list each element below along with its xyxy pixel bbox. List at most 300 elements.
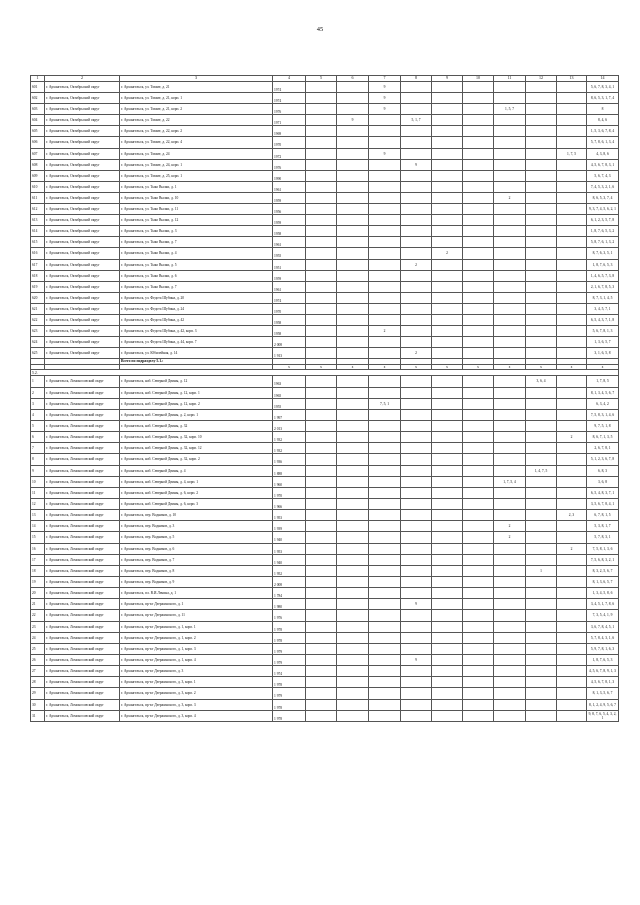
table-row bbox=[31, 115, 619, 126]
col-12-cell bbox=[526, 476, 557, 487]
year-cell: 1974 bbox=[273, 292, 306, 303]
row-number: 23 bbox=[31, 621, 45, 632]
col-14-cell: 7, 5, 8, 1, 3, 6 bbox=[587, 543, 619, 554]
col-11-cell bbox=[494, 421, 526, 432]
district-cell: г. Архангельск, Октябрьский округ bbox=[45, 248, 120, 259]
col-7-cell bbox=[369, 599, 401, 610]
row-number: 28 bbox=[31, 677, 45, 688]
table-row bbox=[31, 632, 619, 643]
col-11-cell bbox=[494, 454, 526, 465]
col-7-cell bbox=[369, 348, 401, 359]
col-9-cell bbox=[432, 421, 463, 432]
year-cell: 1 953 bbox=[273, 510, 306, 521]
col-9-cell bbox=[432, 409, 463, 420]
col-12-cell bbox=[526, 666, 557, 677]
district-cell: г. Архангельск, Октябрьский округ bbox=[45, 170, 120, 181]
col-11-cell bbox=[494, 303, 526, 314]
district-cell: г. Архангельск, Ломоносовский округ bbox=[45, 376, 120, 387]
col-12-cell bbox=[526, 82, 557, 93]
col-5-cell bbox=[306, 82, 337, 93]
col-5-cell bbox=[306, 476, 337, 487]
col-6-cell bbox=[337, 610, 369, 621]
column-number-6: 6 bbox=[337, 76, 369, 82]
col-7-cell bbox=[369, 292, 401, 303]
col-12-cell bbox=[526, 148, 557, 159]
col-12-cell bbox=[526, 387, 557, 398]
year-cell: 1 979 bbox=[273, 643, 306, 654]
table-row bbox=[31, 432, 619, 443]
address-cell: г. Архангельск, пер. Водников, д. 5 bbox=[120, 532, 273, 543]
year-cell: 1961 bbox=[273, 181, 306, 192]
col-11-cell bbox=[494, 204, 526, 215]
col-5-cell bbox=[306, 314, 337, 325]
col-9-cell bbox=[432, 621, 463, 632]
col-5-cell bbox=[306, 137, 337, 148]
year-cell: 1970 bbox=[273, 137, 306, 148]
col-9-cell bbox=[432, 710, 463, 721]
col-6-cell bbox=[337, 521, 369, 532]
col-8-cell bbox=[401, 376, 432, 387]
col-14-cell: 7, 5, 8, 3, 1, 4, 6 bbox=[587, 409, 619, 420]
col-11-cell bbox=[494, 376, 526, 387]
col-5-cell bbox=[306, 270, 337, 281]
col-11-cell bbox=[494, 498, 526, 509]
row-number: 13 bbox=[31, 510, 45, 521]
address-cell: г. Архангельск, ул. Тыко Вылки, д. 10 bbox=[120, 192, 273, 203]
row-number: 11 bbox=[31, 487, 45, 498]
col-14-cell: 8, 6, 7, 1, 3, 5 bbox=[587, 432, 619, 443]
col-11-cell bbox=[494, 654, 526, 665]
col-11-cell: 2 bbox=[494, 521, 526, 532]
row-number: 615 bbox=[31, 237, 45, 248]
row-number: 621 bbox=[31, 303, 45, 314]
col-10-cell bbox=[463, 159, 494, 170]
address-cell: г. Архангельск, наб. Северной Двины, д. 32, корп. 10 bbox=[120, 432, 273, 443]
subtotal-value: x bbox=[432, 365, 463, 370]
col-5-cell bbox=[306, 610, 337, 621]
col-10-cell bbox=[463, 510, 494, 521]
col-10-cell bbox=[463, 93, 494, 104]
col-6-cell bbox=[337, 259, 369, 270]
address-cell: г. Архангельск, пер. Водников, д. 6 bbox=[120, 543, 273, 554]
col-13-cell bbox=[557, 421, 587, 432]
col-13-cell bbox=[557, 498, 587, 509]
col-6-cell bbox=[337, 181, 369, 192]
row-number: 616 bbox=[31, 248, 45, 259]
col-7-cell bbox=[369, 248, 401, 259]
col-13-cell bbox=[557, 588, 587, 599]
col-6-cell bbox=[337, 337, 369, 348]
col-6-cell bbox=[337, 643, 369, 654]
col-12-cell bbox=[526, 104, 557, 115]
year-cell: 1958 bbox=[273, 226, 306, 237]
col-9-cell bbox=[432, 281, 463, 292]
col-11-cell bbox=[494, 159, 526, 170]
col-10-cell bbox=[463, 710, 494, 721]
col-6-cell bbox=[337, 292, 369, 303]
col-14-cell: 9, 8, 7, 6, 5, 4, 3, 2, 1 bbox=[587, 710, 619, 721]
col-12-cell bbox=[526, 643, 557, 654]
col-8-cell bbox=[401, 677, 432, 688]
col-5-cell bbox=[306, 465, 337, 476]
col-12-cell bbox=[526, 259, 557, 270]
col-7-cell bbox=[369, 270, 401, 281]
col-8-cell bbox=[401, 204, 432, 215]
address-cell: г. Архангельск, пр-кт Дзержинского, д. 3, корп. 1 bbox=[120, 677, 273, 688]
year-cell: 1 932 bbox=[273, 432, 306, 443]
col-8-cell bbox=[401, 476, 432, 487]
col-14-cell: 1, 3, 6, 5, 7 bbox=[587, 337, 619, 348]
row-number: 609 bbox=[31, 170, 45, 181]
col-14-cell: 9, 7, 5, 1, 8 bbox=[587, 421, 619, 432]
col-6-cell bbox=[337, 376, 369, 387]
col-7-cell bbox=[369, 510, 401, 521]
year-cell: 1 974 bbox=[273, 666, 306, 677]
col-6-cell bbox=[337, 465, 369, 476]
address-cell: г. Архангельск, ул. Тимме, д. 24, корп. 1 bbox=[120, 159, 273, 170]
address-cell: г. Архангельск, пр-кт Дзержинского, д. 1 bbox=[120, 599, 273, 610]
address-cell: г. Архангельск, ул. Тыко Вылки, д. 5 bbox=[120, 259, 273, 270]
col-8-cell bbox=[401, 292, 432, 303]
subtotal-value: x bbox=[306, 365, 337, 370]
col-7-cell: 9 bbox=[369, 93, 401, 104]
address-cell: г. Архангельск, наб. Северной Двины, д. 4, корп. 1 bbox=[120, 476, 273, 487]
col-10-cell bbox=[463, 226, 494, 237]
col-14-cell: 8, 1, 2, 4, 9, 5, 6, 7 bbox=[587, 699, 619, 710]
col-6-cell bbox=[337, 104, 369, 115]
col-5-cell bbox=[306, 510, 337, 521]
row-number: 20 bbox=[31, 588, 45, 599]
col-11-cell bbox=[494, 348, 526, 359]
col-12-cell bbox=[526, 588, 557, 599]
col-10-cell bbox=[463, 337, 494, 348]
col-5-cell bbox=[306, 710, 337, 721]
row-number: 617 bbox=[31, 259, 45, 270]
col-14-cell: 5, 8, 7, 6, 1, 3, 2 bbox=[587, 237, 619, 248]
col-11-cell bbox=[494, 126, 526, 137]
col-7-cell: 9 bbox=[369, 148, 401, 159]
col-9-cell bbox=[432, 510, 463, 521]
col-9-cell bbox=[432, 387, 463, 398]
col-11-cell: 2 bbox=[494, 192, 526, 203]
col-13-cell bbox=[557, 677, 587, 688]
col-7-cell bbox=[369, 565, 401, 576]
col-12-cell bbox=[526, 710, 557, 721]
col-8-cell bbox=[401, 498, 432, 509]
col-10-cell bbox=[463, 376, 494, 387]
col-7-cell bbox=[369, 181, 401, 192]
col-6-cell bbox=[337, 170, 369, 181]
col-13-cell bbox=[557, 476, 587, 487]
year-cell: 1951 bbox=[273, 259, 306, 270]
address-cell: г. Архангельск, пр-кт Дзержинского, д. 3 bbox=[120, 666, 273, 677]
col-14-cell: 8, 4, 6 bbox=[587, 115, 619, 126]
col-13-cell bbox=[557, 314, 587, 325]
col-11-cell bbox=[494, 215, 526, 226]
table-row bbox=[31, 259, 619, 270]
col-5-cell bbox=[306, 192, 337, 203]
table-row bbox=[31, 654, 619, 665]
col-12-cell bbox=[526, 510, 557, 521]
col-10-cell bbox=[463, 677, 494, 688]
address-cell: г. Архангельск, пр-кт Дзержинского, д. 11 bbox=[120, 610, 273, 621]
col-10-cell bbox=[463, 281, 494, 292]
col-10-cell bbox=[463, 476, 494, 487]
district-cell: г. Архангельск, Ломоносовский округ bbox=[45, 677, 120, 688]
col-6-cell bbox=[337, 226, 369, 237]
col-9-cell bbox=[432, 454, 463, 465]
col-11-cell bbox=[494, 554, 526, 565]
row-number: 622 bbox=[31, 314, 45, 325]
col-11-cell bbox=[494, 632, 526, 643]
district-cell: г. Архангельск, Ломоносовский округ bbox=[45, 432, 120, 443]
address-cell: г. Архангельск, ул. Тимме, д. 21, корп. 2 bbox=[120, 104, 273, 115]
col-10-cell bbox=[463, 192, 494, 203]
col-12-cell bbox=[526, 93, 557, 104]
year-cell: 1955 bbox=[273, 248, 306, 259]
col-8-cell bbox=[401, 215, 432, 226]
row-number: 614 bbox=[31, 226, 45, 237]
col-10-cell bbox=[463, 348, 494, 359]
col-13-cell bbox=[557, 181, 587, 192]
col-8-cell bbox=[401, 521, 432, 532]
col-9-cell bbox=[432, 326, 463, 337]
col-6-cell bbox=[337, 476, 369, 487]
col-6-cell bbox=[337, 192, 369, 203]
col-8-cell bbox=[401, 398, 432, 409]
col-11-cell bbox=[494, 688, 526, 699]
col-10-cell bbox=[463, 137, 494, 148]
col-13-cell bbox=[557, 170, 587, 181]
col-12-cell bbox=[526, 181, 557, 192]
col-10-cell bbox=[463, 82, 494, 93]
col-12-cell bbox=[526, 543, 557, 554]
col-10-cell bbox=[463, 521, 494, 532]
year-cell: 1976 bbox=[273, 159, 306, 170]
col-13-cell bbox=[557, 270, 587, 281]
col-6-cell bbox=[337, 621, 369, 632]
row-number: 14 bbox=[31, 521, 45, 532]
col-7-cell bbox=[369, 314, 401, 325]
district-cell: г. Архангельск, Октябрьский округ bbox=[45, 281, 120, 292]
col-14-cell: 3, 6, 7, 8, 4, 5, 1 bbox=[587, 621, 619, 632]
col-12-cell bbox=[526, 398, 557, 409]
table-row bbox=[31, 237, 619, 248]
col-11-cell bbox=[494, 292, 526, 303]
col-13-cell bbox=[557, 699, 587, 710]
year-cell: 1 940 bbox=[273, 554, 306, 565]
col-6-cell bbox=[337, 454, 369, 465]
col-8-cell bbox=[401, 93, 432, 104]
col-12-cell bbox=[526, 348, 557, 359]
row-number: 607 bbox=[31, 148, 45, 159]
col-12-cell bbox=[526, 454, 557, 465]
col-14-cell: 6, 3, 4, 2 bbox=[587, 398, 619, 409]
col-7-cell bbox=[369, 588, 401, 599]
col-8-cell bbox=[401, 454, 432, 465]
col-5-cell bbox=[306, 454, 337, 465]
col-7-cell bbox=[369, 281, 401, 292]
col-9-cell bbox=[432, 215, 463, 226]
col-7-cell bbox=[369, 443, 401, 454]
col-10-cell bbox=[463, 421, 494, 432]
column-number-4: 4 bbox=[273, 76, 306, 82]
col-7-cell bbox=[369, 666, 401, 677]
col-10-cell bbox=[463, 326, 494, 337]
col-11-cell bbox=[494, 621, 526, 632]
col-6-cell bbox=[337, 699, 369, 710]
col-8-cell bbox=[401, 181, 432, 192]
district-cell: г. Архангельск, Октябрьский округ bbox=[45, 159, 120, 170]
col-7-cell bbox=[369, 677, 401, 688]
col-9-cell: 2 bbox=[432, 248, 463, 259]
col-11-cell bbox=[494, 248, 526, 259]
column-number-11: 11 bbox=[494, 76, 526, 82]
col-14-cell: 1, 7, 8, 5 bbox=[587, 376, 619, 387]
table-row bbox=[31, 521, 619, 532]
col-11-cell bbox=[494, 337, 526, 348]
col-5-cell bbox=[306, 326, 337, 337]
year-cell: 1 932 bbox=[273, 443, 306, 454]
col-10-cell bbox=[463, 621, 494, 632]
col-8-cell bbox=[401, 710, 432, 721]
district-cell: г. Архангельск, Октябрьский округ bbox=[45, 348, 120, 359]
col-10-cell bbox=[463, 588, 494, 599]
col-12-cell bbox=[526, 237, 557, 248]
col-9-cell bbox=[432, 204, 463, 215]
col-5-cell bbox=[306, 632, 337, 643]
col-10-cell bbox=[463, 237, 494, 248]
row-number: 620 bbox=[31, 292, 45, 303]
col-14-cell: 8, 3, 2, 5, 6, 7 bbox=[587, 565, 619, 576]
col-5-cell bbox=[306, 215, 337, 226]
col-7-cell bbox=[369, 137, 401, 148]
col-11-cell bbox=[494, 270, 526, 281]
year-cell: 1 940 bbox=[273, 532, 306, 543]
year-cell: 1959 bbox=[273, 270, 306, 281]
col-14-cell: 5, 6, 7, 4, 3 bbox=[587, 170, 619, 181]
col-6-cell bbox=[337, 348, 369, 359]
year-cell: 1955 bbox=[273, 398, 306, 409]
col-8-cell bbox=[401, 387, 432, 398]
col-12-cell bbox=[526, 654, 557, 665]
col-11-cell bbox=[494, 588, 526, 599]
district-cell: г. Архангельск, Ломоносовский округ bbox=[45, 688, 120, 699]
col-5-cell bbox=[306, 688, 337, 699]
row-number: 8 bbox=[31, 454, 45, 465]
table-row bbox=[31, 170, 619, 181]
col-10-cell bbox=[463, 387, 494, 398]
col-14-cell: 5, 9, 7, 8, 1, 6, 3 bbox=[587, 643, 619, 654]
col-12-cell bbox=[526, 248, 557, 259]
col-13-cell bbox=[557, 126, 587, 137]
col-14-cell: 4, 5, 6, 7, 8, 1, 3 bbox=[587, 677, 619, 688]
col-9-cell bbox=[432, 521, 463, 532]
address-cell: г. Архангельск, ул. Тимме, д. 25, корп. 1 bbox=[120, 170, 273, 181]
district-cell: г. Архангельск, Октябрьский округ bbox=[45, 126, 120, 137]
col-6-cell bbox=[337, 443, 369, 454]
col-10-cell bbox=[463, 599, 494, 610]
col-13-cell bbox=[557, 337, 587, 348]
table-row bbox=[31, 510, 619, 521]
subtotal-value: x bbox=[337, 365, 369, 370]
col-10-cell bbox=[463, 115, 494, 126]
col-6-cell bbox=[337, 421, 369, 432]
col-13-cell bbox=[557, 237, 587, 248]
col-6-cell bbox=[337, 554, 369, 565]
year-cell: 1972 bbox=[273, 148, 306, 159]
col-7-cell bbox=[369, 454, 401, 465]
col-7-cell bbox=[369, 226, 401, 237]
col-7-cell bbox=[369, 699, 401, 710]
col-6-cell bbox=[337, 599, 369, 610]
col-13-cell bbox=[557, 281, 587, 292]
col-6-cell bbox=[337, 432, 369, 443]
col-12-cell bbox=[526, 303, 557, 314]
table-row bbox=[31, 215, 619, 226]
col-5-cell bbox=[306, 148, 337, 159]
district-cell: г. Архангельск, Октябрьский округ bbox=[45, 192, 120, 203]
col-7-cell bbox=[369, 543, 401, 554]
col-8-cell bbox=[401, 699, 432, 710]
col-10-cell bbox=[463, 215, 494, 226]
col-13-cell bbox=[557, 215, 587, 226]
col-7-cell bbox=[369, 192, 401, 203]
row-number: 613 bbox=[31, 215, 45, 226]
col-9-cell bbox=[432, 565, 463, 576]
col-10-cell bbox=[463, 699, 494, 710]
col-5-cell bbox=[306, 621, 337, 632]
address-cell: г. Архангельск, ул. Федота Шубина, д. 20 bbox=[120, 292, 273, 303]
col-6-cell bbox=[337, 666, 369, 677]
year-cell: 1 978 bbox=[273, 632, 306, 643]
col-11-cell bbox=[494, 314, 526, 325]
col-11-cell bbox=[494, 409, 526, 420]
subtotal-value: x bbox=[273, 365, 306, 370]
address-cell: г. Архангельск, ул. Тимме, д. 21, корп. 1 bbox=[120, 93, 273, 104]
address-cell: г. Архангельск, ул. Тыко Вылки, д. 6 bbox=[120, 270, 273, 281]
col-11-cell bbox=[494, 281, 526, 292]
col-8-cell bbox=[401, 666, 432, 677]
table-row bbox=[31, 543, 619, 554]
year-cell: 1961 bbox=[273, 237, 306, 248]
district-cell: г. Архангельск, Ломоносовский округ bbox=[45, 510, 120, 521]
col-6-cell bbox=[337, 677, 369, 688]
col-7-cell bbox=[369, 204, 401, 215]
col-11-cell bbox=[494, 710, 526, 721]
district-cell: г. Архангельск, Октябрьский округ bbox=[45, 270, 120, 281]
col-12-cell bbox=[526, 521, 557, 532]
row-number: 27 bbox=[31, 666, 45, 677]
col-13-cell bbox=[557, 159, 587, 170]
col-9-cell bbox=[432, 348, 463, 359]
district-cell: г. Архангельск, Октябрьский округ bbox=[45, 237, 120, 248]
col-5-cell bbox=[306, 104, 337, 115]
col-12-cell bbox=[526, 677, 557, 688]
col-6-cell bbox=[337, 148, 369, 159]
col-11-cell bbox=[494, 610, 526, 621]
row-number: 21 bbox=[31, 599, 45, 610]
col-7-cell bbox=[369, 487, 401, 498]
col-14-cell: 7, 4, 5, 3, 2, 1, 6 bbox=[587, 181, 619, 192]
col-12-cell bbox=[526, 192, 557, 203]
col-8-cell bbox=[401, 688, 432, 699]
row-number: 618 bbox=[31, 270, 45, 281]
col-6-cell: 9 bbox=[337, 115, 369, 126]
col-7-cell: 9 bbox=[369, 82, 401, 93]
col-9-cell bbox=[432, 303, 463, 314]
col-10-cell bbox=[463, 104, 494, 115]
